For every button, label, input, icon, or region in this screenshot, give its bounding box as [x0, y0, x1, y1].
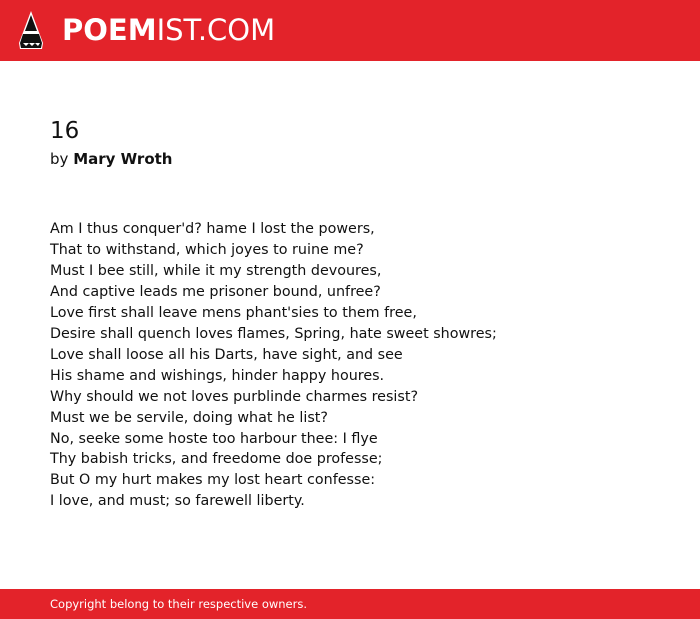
poem-body	[50, 219, 497, 512]
byline	[50, 148, 172, 170]
site-header	[0, 0, 700, 61]
poem-line: Must we be servile, doing what he list?	[50, 409, 328, 426]
by-label: by	[50, 150, 69, 168]
poem-line: Why should we not loves purblinde charmes resist?	[50, 388, 419, 405]
poem-line: Must I bee still, while it my strength devoures,	[50, 262, 382, 279]
poem-line: Desire shall quench loves flames, Spring, hate sweet showres;	[50, 325, 497, 342]
poem-line: And captive leads me prisoner bound, unfree?	[50, 283, 381, 300]
copyright-text: Copyright belong to their respective owners.	[50, 597, 308, 611]
poem-line: Am I thus conquer'd? hame I lost the powers,	[50, 221, 375, 237]
poem-title: 16	[50, 118, 80, 144]
poem-line: His shame and wishings, hinder happy houres.	[50, 367, 385, 384]
poem-line: Love shall loose all his Darts, have sight, and see	[50, 346, 403, 363]
poem-line: Thy babish tricks, and freedome doe professe;	[50, 451, 383, 468]
poem-line: I love, and must; so farewell liberty.	[50, 493, 305, 510]
brand-light-text: IST.COM	[156, 13, 276, 47]
site-footer	[0, 589, 700, 619]
pencil-tip-icon	[18, 10, 44, 50]
site-logo-text[interactable]	[62, 12, 275, 48]
poem-line: But O my hurt makes my lost heart confesse:	[50, 472, 376, 489]
poem-line: That to withstand, which joyes to ruine me?	[50, 241, 364, 258]
poem-line: Love first shall leave mens phant'sies to them free,	[50, 304, 417, 321]
poem-line: No, seeke some hoste too harbour thee: I flye	[50, 430, 378, 447]
author-name: Mary Wroth	[73, 150, 173, 168]
brand-bold-text: POEM	[62, 13, 157, 47]
